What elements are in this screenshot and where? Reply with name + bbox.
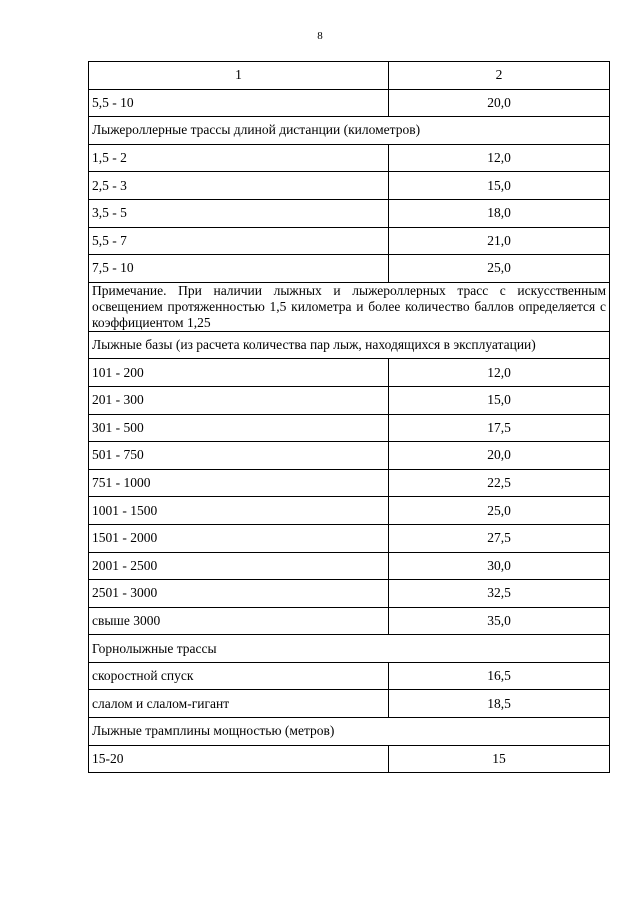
table-row xyxy=(89,607,610,635)
value-cell: 15,0 xyxy=(389,172,610,200)
value-cell: 18,0 xyxy=(389,199,610,227)
value-cell: 30,0 xyxy=(389,552,610,580)
range-cell: 501 - 750 xyxy=(89,442,389,470)
section-title: Лыжероллерные трассы длиной дистанции (километров) xyxy=(89,117,610,145)
value-cell: 15 xyxy=(389,745,610,773)
table-row xyxy=(89,414,610,442)
table-row xyxy=(89,469,610,497)
table-row xyxy=(89,524,610,552)
value-cell: 25,0 xyxy=(389,497,610,525)
range-cell: 101 - 200 xyxy=(89,359,389,387)
range-cell: 2501 - 3000 xyxy=(89,580,389,608)
points-table xyxy=(88,61,610,773)
value-cell: 21,0 xyxy=(389,227,610,255)
range-cell: свыше 3000 xyxy=(89,607,389,635)
table-row xyxy=(89,690,610,718)
column-2-header: 2 xyxy=(389,62,610,90)
table-row xyxy=(89,662,610,690)
value-cell: 16,5 xyxy=(389,662,610,690)
table-row xyxy=(89,745,610,773)
range-cell: 201 - 300 xyxy=(89,386,389,414)
range-cell: слалом и слалом-гигант xyxy=(89,690,389,718)
range-cell: 5,5 - 7 xyxy=(89,227,389,255)
range-cell: 5,5 - 10 xyxy=(89,89,389,117)
table-row xyxy=(89,552,610,580)
range-cell: 2,5 - 3 xyxy=(89,172,389,200)
table-row xyxy=(89,386,610,414)
range-cell: 2001 - 2500 xyxy=(89,552,389,580)
page-number: 8 xyxy=(317,30,323,42)
range-cell: 7,5 - 10 xyxy=(89,255,389,283)
range-cell: 1,5 - 2 xyxy=(89,144,389,172)
value-cell: 27,5 xyxy=(389,524,610,552)
table-row xyxy=(89,227,610,255)
value-cell: 20,0 xyxy=(389,442,610,470)
note-text: Примечание. При наличии лыжных и лыжероллерных трасс с искусственным освещением протяженностью 1,5 километра и более количество баллов определяется с коэффициентом 1,25 xyxy=(89,282,610,331)
range-cell: 301 - 500 xyxy=(89,414,389,442)
range-cell: скоростной спуск xyxy=(89,662,389,690)
table-row xyxy=(89,255,610,283)
table-row xyxy=(89,359,610,387)
section-row-ski-jumps xyxy=(89,718,610,746)
range-cell: 1501 - 2000 xyxy=(89,524,389,552)
value-cell: 22,5 xyxy=(389,469,610,497)
table-header-row xyxy=(89,62,610,90)
range-cell: 15-20 xyxy=(89,745,389,773)
section-title: Лыжные базы (из расчета количества пар лыж, находящихся в эксплуатации) xyxy=(89,331,610,359)
value-cell: 17,5 xyxy=(389,414,610,442)
section-row-roller-tracks xyxy=(89,117,610,145)
range-cell: 1001 - 1500 xyxy=(89,497,389,525)
section-title: Лыжные трамплины мощностью (метров) xyxy=(89,718,610,746)
value-cell: 18,5 xyxy=(389,690,610,718)
value-cell: 12,0 xyxy=(389,359,610,387)
table-row xyxy=(89,442,610,470)
value-cell: 32,5 xyxy=(389,580,610,608)
value-cell: 25,0 xyxy=(389,255,610,283)
section-title: Горнолыжные трассы xyxy=(89,635,610,663)
table-row xyxy=(89,89,610,117)
value-cell: 12,0 xyxy=(389,144,610,172)
section-row-alpine xyxy=(89,635,610,663)
value-cell: 20,0 xyxy=(389,89,610,117)
table-row xyxy=(89,172,610,200)
value-cell: 15,0 xyxy=(389,386,610,414)
value-cell: 35,0 xyxy=(389,607,610,635)
table-row xyxy=(89,199,610,227)
section-row-ski-bases xyxy=(89,331,610,359)
note-row xyxy=(89,282,610,331)
range-cell: 751 - 1000 xyxy=(89,469,389,497)
range-cell: 3,5 - 5 xyxy=(89,199,389,227)
table-row xyxy=(89,497,610,525)
table-row xyxy=(89,144,610,172)
table-row xyxy=(89,580,610,608)
column-1-header: 1 xyxy=(89,62,389,90)
